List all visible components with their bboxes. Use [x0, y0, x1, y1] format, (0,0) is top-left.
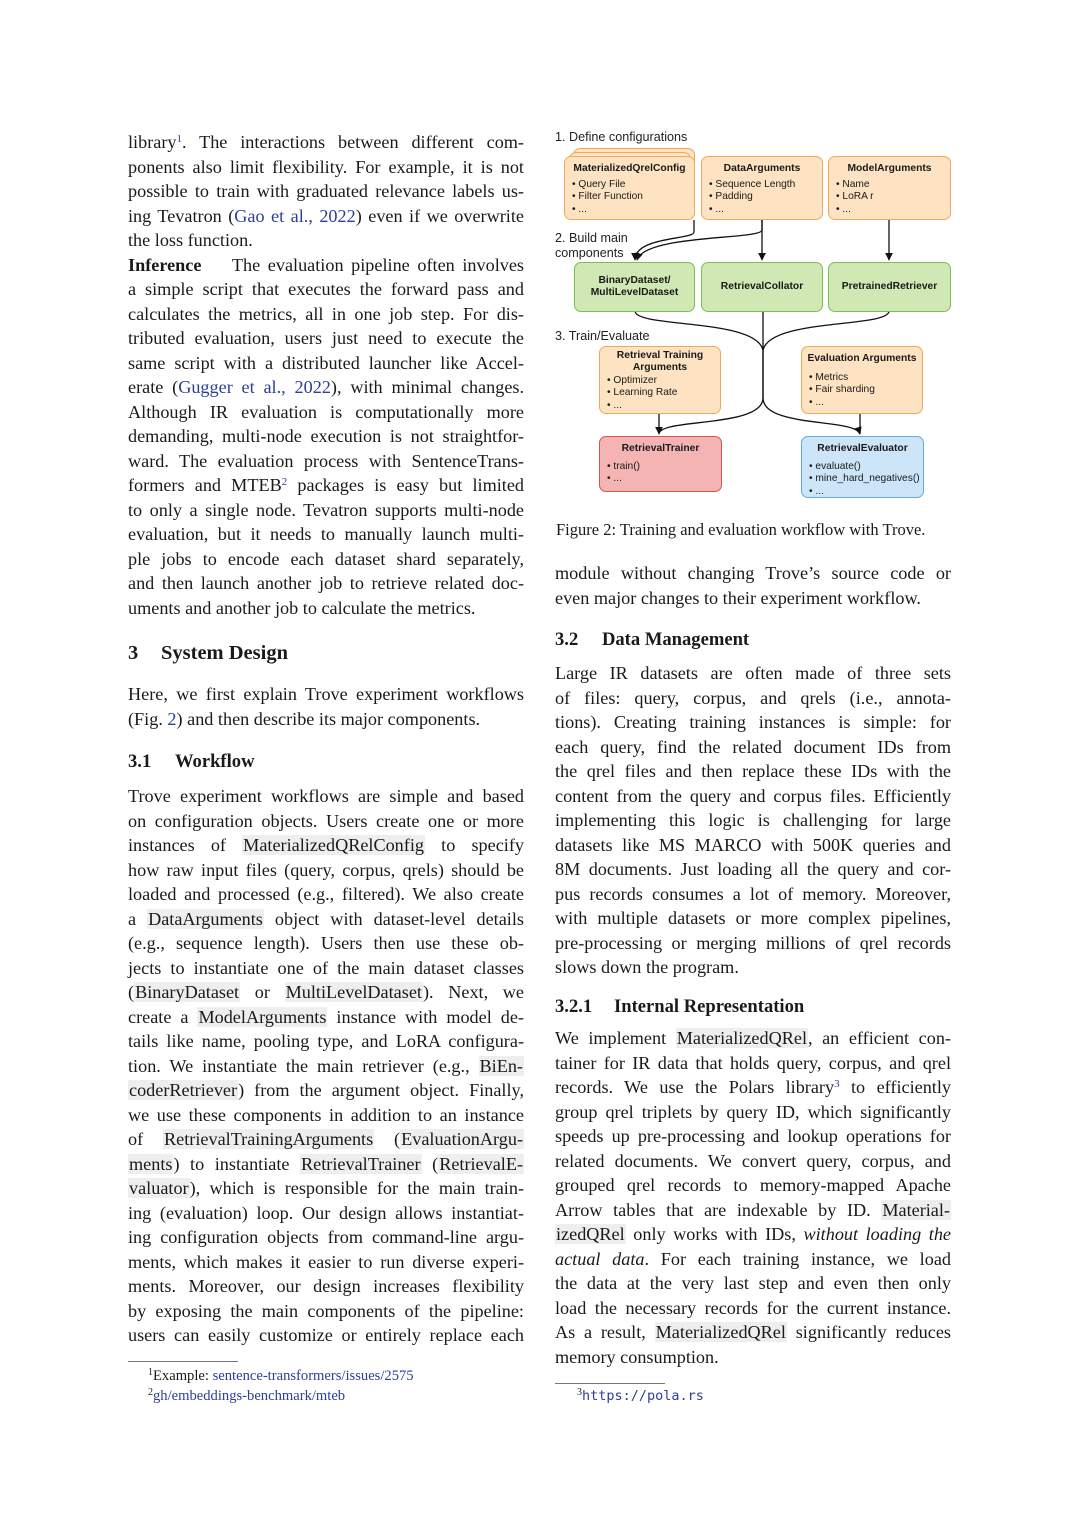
text-line: we use these components in addition to an instance [128, 1104, 524, 1125]
trainer-box [599, 436, 722, 492]
paragraph-heading: Inference [128, 254, 202, 275]
text-line: Trove experiment workflows are simple and based [128, 786, 524, 806]
text-line: load the necessary records for the current instance. [555, 1297, 951, 1318]
text-line: module without changing Trove’s source code or [555, 563, 951, 583]
text: ( [374, 1129, 401, 1149]
text: of [128, 1129, 164, 1149]
text-line: group qrel triplets by query ID, which significantly [555, 1101, 951, 1122]
paragraph-continued [555, 561, 951, 610]
text-line: with multiple datasets or more complex pipelines, [555, 908, 951, 928]
section-title: System Design [161, 642, 288, 664]
text-line: pus records consumes a lot of memory. Moreover, [555, 883, 951, 904]
text-line: content from the query and corpus files. Efficiently [555, 785, 951, 806]
box-title: MaterializedQrelConfig [573, 163, 686, 174]
text-line: Large IR datasets are often made of three sets [555, 663, 951, 683]
text-line: Although IR evaluation is computationally more [128, 401, 524, 422]
text-line: possible to train with graduated relevance labels us- [128, 181, 524, 201]
text: ). Next, we [422, 982, 525, 1002]
code-term: izedQRel [556, 1224, 625, 1244]
step-label-line: components [555, 246, 624, 260]
box-item: • Learning Rate [607, 387, 720, 399]
box-title: MultiLevelDataset [590, 287, 679, 298]
code-term: MaterializedQRel [655, 1322, 786, 1342]
code-term: ments [129, 1153, 173, 1174]
section-heading-system-design [128, 642, 288, 665]
text: to specify [424, 835, 524, 855]
config-data-box [701, 156, 823, 220]
paragraph-workflow [128, 784, 524, 1348]
box-item: • Fair sharding [809, 384, 922, 396]
text: ), which is responsible for the main train- [189, 1178, 524, 1198]
subsubsection-heading-internal-representation [555, 996, 804, 1018]
footnote-ref-3[interactable]: 3 [834, 1078, 840, 1090]
box-item: • train() [607, 461, 721, 473]
text: ( [421, 1153, 439, 1174]
box-item: • ... [572, 204, 694, 216]
text-line: the loss function. [128, 230, 253, 250]
text: packages is easy but limited [287, 475, 524, 495]
text-line: the qrel files and then replace these IDs with the [555, 761, 951, 781]
text-line: ments. Moreover, our design increases flexibility [128, 1276, 524, 1296]
footnote-number: 2 [148, 1387, 153, 1398]
text: library [128, 132, 177, 152]
train-args-box [599, 346, 721, 414]
evaluator-box [801, 436, 924, 498]
retriever-box [828, 262, 951, 312]
section-number: 3 [128, 642, 139, 664]
box-item: • Metrics [809, 372, 922, 384]
text: significantly reduces [786, 1322, 951, 1342]
text: . For each training instance, we load [644, 1248, 952, 1269]
text-line: tions). Creating training instances is simple: for [555, 712, 951, 732]
collator-box [701, 262, 823, 312]
box-title: Evaluation Arguments [807, 353, 917, 364]
box-title: RetrievalEvaluator [817, 443, 908, 454]
box-item: • Filter Function [572, 191, 694, 203]
code-term: MultiLevelDataset [285, 982, 422, 1002]
text: ing Tevatron ( [128, 205, 235, 226]
text: ) and then describe its major components. [176, 708, 481, 729]
text: . The interactions between different com- [181, 132, 524, 152]
box-item: • Padding [709, 191, 822, 203]
code-term: BiEn- [479, 1055, 523, 1076]
box-item: • ... [809, 397, 922, 409]
text: The evaluation pipeline often involves [231, 254, 524, 275]
box-item: • Query File [572, 179, 694, 191]
box-item: • ... [809, 486, 923, 498]
code-term: RetrievalTrainingArguments [164, 1129, 374, 1149]
text: tion. We instantiate the main retriever (e.g., [128, 1055, 479, 1076]
text-line: Here, we first explain Trove experiment workflows [128, 684, 524, 704]
step-label-define: 1. Define configurations [555, 130, 688, 144]
text-line: by exposing the main components of the pipeline: [128, 1300, 524, 1321]
text: instances of [128, 835, 243, 855]
text-line: loaded and processed (e.g., filtered). We also create [128, 884, 524, 904]
text: only works with IDs, [625, 1224, 804, 1244]
text-line: related documents. We convert query, corpus, and [555, 1150, 951, 1171]
code-term: RetrievalTrainer [301, 1153, 421, 1174]
section-number: 3.1 [128, 751, 152, 772]
box-title: BinaryDataset/ [598, 275, 671, 286]
citation-link[interactable]: Gugger et al., 2022 [178, 377, 331, 397]
code-term: MaterializedQRelConfig [243, 835, 424, 855]
text-line: jects to instantiate one of the main dataset classes [128, 957, 524, 978]
text-line: memory consumption. [555, 1346, 719, 1367]
text: ) to instantiate [173, 1153, 301, 1174]
footnote-ref-2[interactable]: 2 [281, 476, 288, 488]
text-line: grouped qrel records to memory-mapped Apache [555, 1175, 951, 1195]
text-line: on configuration objects. Users create one or more [128, 810, 524, 831]
footnote-link[interactable]: gh/embeddings-benchmark/mteb [153, 1388, 346, 1404]
code-term: valuator [129, 1178, 189, 1198]
box-item: • ... [836, 204, 950, 216]
text-line: demanding, multi-node execution is not straightfor- [128, 426, 524, 446]
box-item: • ... [607, 400, 720, 412]
footnote-link[interactable]: https://pola.rs [582, 1388, 704, 1404]
workflow-diagram [555, 128, 955, 498]
emphasis: without loading the [803, 1224, 951, 1244]
text: to efficiently [839, 1077, 951, 1097]
code-term: BinaryDataset [135, 982, 240, 1002]
code-term: RetrievalE- [439, 1153, 524, 1174]
text-line: how raw input files (query, corpus, qrels) should be [128, 859, 524, 880]
footnote-3 [577, 1386, 704, 1406]
footnote-2 [148, 1386, 345, 1406]
text-line: pre-processing or merging millions of qrel records [555, 932, 951, 953]
code-term: DataArguments [148, 908, 263, 929]
box-item: • ... [607, 473, 721, 485]
text-line: and then launch another job to retrieve related doc- [128, 573, 524, 593]
arrow-dataset-merge [635, 311, 763, 350]
text-line: tributed evaluation, users just need to execute the [128, 328, 524, 348]
text: create a [128, 1006, 198, 1027]
text-line: a simple script that executes the forward pass and [128, 279, 524, 299]
text: Arrow tables that are indexable by ID. [555, 1199, 882, 1220]
section-title: Workflow [174, 751, 255, 772]
box-item: • Optimizer [607, 375, 720, 387]
text-line: ward. The evaluation process with SentenceTrans- [128, 450, 524, 471]
emphasis: actual data [555, 1248, 645, 1269]
text: erate ( [128, 377, 179, 397]
paragraph-inference [128, 253, 524, 621]
text-line: 8M documents. Just loading all the query and cor- [555, 859, 951, 879]
paragraph-overview [128, 682, 524, 731]
text-line: ponents also limit flexibility. For example, it is not [128, 156, 524, 177]
footnote-number: 3 [577, 1387, 582, 1398]
code-term: EvaluationArgu- [401, 1129, 524, 1149]
text-line: ing configuration objects from command-line argu- [128, 1227, 524, 1247]
text: ( [128, 982, 135, 1002]
text-line: speeds up pre-processing and lookup operations for [555, 1126, 951, 1146]
section-title: Data Management [601, 629, 750, 650]
subsection-heading-data-management [555, 629, 749, 651]
text-line: the data at the very last step and even then only [555, 1273, 951, 1293]
box-title: PretrainedRetriever [841, 281, 938, 292]
citation-link[interactable]: Gao et al., 2022 [234, 205, 356, 226]
box-title: Arguments [632, 362, 688, 373]
footnote-ref-1[interactable]: 1 [176, 133, 182, 145]
box-title: Retrieval Training [616, 350, 704, 361]
text-line: tainer for IR data that holds query, corpus, and qrel [555, 1052, 951, 1073]
step-label-train: 3. Train/Evaluate [555, 329, 650, 343]
text: ) even if we overwrite [355, 205, 524, 226]
box-title: DataArguments [723, 163, 801, 174]
figure-ref-link[interactable]: 2 [167, 708, 177, 729]
config-qrel-box [564, 156, 695, 220]
box-title: RetrievalTrainer [621, 443, 700, 454]
arrow-data-to-dataset [637, 220, 762, 260]
text-line: tails like name, pooling type, and LoRA configura- [128, 1031, 524, 1051]
text-line: evaluation, but it needs to manually launch multi- [128, 524, 524, 544]
text-line: implementing this logic is challenging for large [555, 810, 951, 830]
text-line: slows down the program. [555, 957, 739, 977]
arrow-qrel-to-dataset [635, 220, 694, 260]
text: instance with model de- [327, 1006, 524, 1027]
text: ), with minimal changes. [330, 377, 525, 397]
box-title: ModelArguments [847, 163, 932, 174]
code-term: Material- [882, 1199, 950, 1220]
dataset-box [574, 262, 695, 312]
text-line: ple jobs to encode each dataset shard separately, [128, 548, 524, 569]
text-line: ing (evaluation) loop. Our design allows instantiat- [128, 1202, 524, 1223]
code-term: ModelArguments [198, 1006, 327, 1027]
footnote-rule [128, 1361, 238, 1362]
section-number: 3.2.1 [555, 996, 593, 1017]
footnote-1 [148, 1366, 414, 1386]
footnote-rule [555, 1383, 665, 1384]
text-line: same script with a distributed launcher like Accel- [128, 352, 524, 373]
text-line: of files: query, corpus, and qrels (i.e., annota- [555, 687, 951, 708]
paragraph-flexibility [128, 130, 524, 253]
text-line: ments, which makes it easier to run diverse experi- [128, 1251, 524, 1272]
text-line: calculates the metrics, all in one job step. For dis- [128, 303, 524, 324]
box-item: • ... [709, 204, 822, 216]
text: a [128, 908, 148, 929]
paragraph-data-management [555, 661, 951, 980]
text: records. We use the Polars library [555, 1077, 835, 1097]
section-number: 3.2 [555, 629, 579, 650]
text: ) from the argument object. Finally, [238, 1080, 524, 1100]
text: formers and MTEB [128, 475, 282, 495]
text-line: datasets like MS MARCO with 500K queries and [555, 834, 951, 855]
text: As a result, [555, 1322, 655, 1342]
text-line: uments and another job to calculate the metrics. [128, 597, 476, 618]
text-line: users can easily customize or entirely replace each [128, 1325, 524, 1345]
figure-caption: Figure 2: Training and evaluation workflow with Trove. [556, 520, 926, 539]
footnote-text: Example: [153, 1368, 213, 1384]
text: object with dataset-level details [263, 908, 524, 929]
box-title: RetrievalCollator [720, 281, 804, 292]
text: (Fig. [128, 708, 168, 729]
footnote-link[interactable]: sentence-transformers/issues/2575 [212, 1368, 414, 1384]
eval-args-box [801, 346, 923, 414]
box-item: • Name [836, 179, 950, 191]
text: or [240, 982, 285, 1002]
text-line: even major changes to their experiment workflow. [555, 587, 921, 608]
box-item: • evaluate() [809, 461, 923, 473]
box-item: • LoRA r [836, 191, 950, 203]
step-label-line: 2. Build main [555, 231, 628, 245]
code-term: coderRetriever [129, 1080, 238, 1100]
footnote-number: 1 [148, 1367, 153, 1378]
step-label-build [555, 231, 628, 261]
text-line: each query, find the related document IDs from [555, 736, 951, 757]
box-item: • Sequence Length [709, 179, 822, 191]
text-line: (e.g., sequence length). Users then use these ob- [128, 933, 524, 953]
paragraph-internal-representation [555, 1026, 951, 1369]
box-item: • mine_hard_negatives() [809, 473, 923, 485]
config-model-box [828, 156, 951, 220]
subsection-heading-workflow [128, 751, 255, 773]
section-title: Internal Representation [614, 996, 805, 1017]
arrow-retriever-merge [763, 311, 889, 350]
text: , an efficient con- [808, 1028, 951, 1048]
code-term: MaterializedQRel [676, 1028, 807, 1048]
text-line: to only a single node. Tevatron supports multi-node [128, 499, 524, 520]
text: We implement [555, 1028, 676, 1048]
